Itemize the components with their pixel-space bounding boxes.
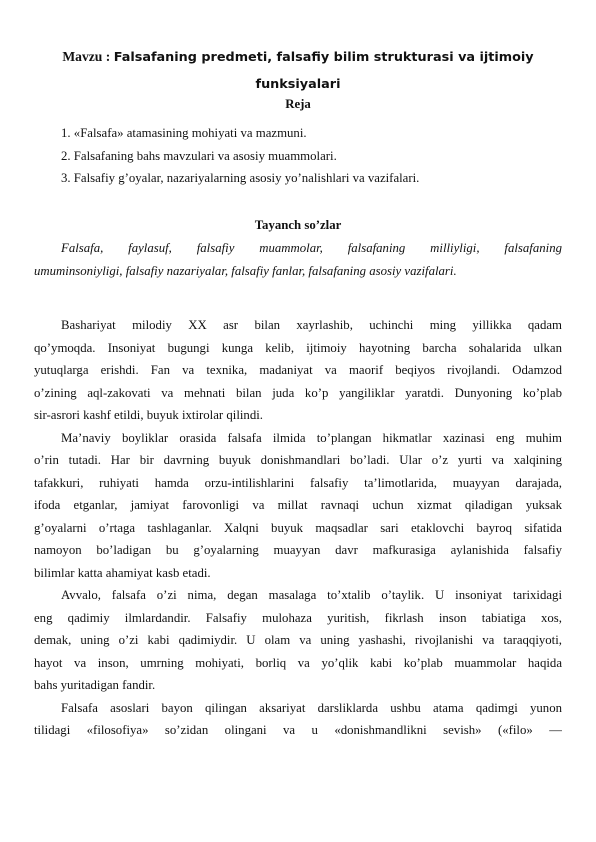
title-line-1 <box>40 44 556 71</box>
plan-item: 1. «Falsafa» atamasining mohiyati va mazmuni. <box>61 126 307 140</box>
plan-item: 3. Falsafiy g’oyalar, nazariyalarning asosiy yo’nalishlari va vazifalari. <box>61 171 420 185</box>
plan-list <box>61 122 419 190</box>
body-line: sir-asrori kashf etildi, buyuk ixtirolar qilindi. <box>34 408 263 422</box>
body-line: Falsafa asoslari bayon qilingan aksariyat darsliklarda ushbu atama qadimgi yunon <box>61 700 562 715</box>
page-title <box>40 44 556 98</box>
body-text <box>34 314 562 742</box>
body-line: qo’ymoqda. Insoniyat bugungi kunga kelib, ijtimoiy hayotning barcha sohalarida ulkan <box>34 340 562 355</box>
plan-heading: Reja <box>285 97 311 111</box>
title-line-2 <box>40 71 556 98</box>
keywords-paragraph <box>34 237 562 282</box>
body-line: Bashariyat milodiy XX asr bilan xayrlashib, uchinchi ming yillikka qadam <box>61 318 562 332</box>
body-line: bilimlar katta ahamiyat kasb etadi. <box>34 565 211 580</box>
body-line: tilidagi «filosofiya» so’zidan olingani va u «donishmandlikni sevish» («filo» — <box>34 723 562 737</box>
title-label: Mavzu : <box>62 49 111 64</box>
body-line: eng qadimiy ilmlardandir. Falsafiy mulohaza yuritish, fikrlash inson tabiatiga xos, <box>34 610 562 625</box>
keywords-line: Falsafa, faylasuf, falsafiy muammolar, falsafaning milliyligi, falsafaning <box>61 241 562 255</box>
body-line: Ma’naviy boyliklar orasida falsafa ilmida to’plangan hikmatlar xazinasi eng muhim <box>61 430 562 445</box>
title-text-line-1: Falsafaning predmeti, falsafiy bilim strukturasi va ijtimoiy <box>113 50 534 65</box>
body-line: ifoda etganlar, jamiyat farovonligi va millat ravnaqi uchun xizmat qiladigan yuksak <box>34 498 562 512</box>
body-line: demak, uning o’zi kabi qadimiydir. U olam va uning yashashi, rivojlanishi va taraqqiyoti, <box>34 633 562 647</box>
keywords-heading: Tayanch so’zlar <box>254 218 342 232</box>
body-line: o’rin tutadi. Har bir davrning buyuk donishmandlari bo’ladi. Ular o’z yurti va xalqining <box>34 453 562 467</box>
keywords-line: umuminsoniyligi, falsafiy nazariyalar, falsafiy fanlar, falsafaning asosiy vazifalari. <box>34 263 457 278</box>
body-line: hayot va inson, umrning mohiyati, borliq va yo’qlik kabi ko’plab muammolar haqida <box>34 655 562 670</box>
body-line: o’zining aql-zakovati va mehnati bilan juda ko’p yangiliklar yaratdi. Dunyoning ko’plab <box>34 385 562 400</box>
plan-item: 2. Falsafaning bahs mavzulari va asosiy muammolari. <box>61 148 337 163</box>
body-line: bahs yuritadigan fandir. <box>34 678 156 692</box>
body-line: namoyon bo’ladigan bu g’oyalarning muayyan davr mafkurasiga aylanishida falsafiy <box>34 543 562 557</box>
body-line: yutuqlarga erishdi. Fan va texnika, madaniyat va maorif beqiyos rivojlandi. Odamzod <box>34 363 562 377</box>
body-line: g’oyalarni o’rtaga tashlaganlar. Xalqni buyuk maqsadlar sari etaklovchi bayroq sifatida <box>34 520 562 535</box>
body-line: tafakkuri, ruhiyati hamda orzu-intilishlarini falsafiy ta’limotlarida, muayyan darajada, <box>34 475 562 490</box>
body-line: Avvalo, falsafa o’zi nima, degan masalaga to’xtalib o’taylik. U insoniyat tarixidagi <box>61 588 562 602</box>
title-text-line-2: funksiyalari <box>255 77 341 92</box>
